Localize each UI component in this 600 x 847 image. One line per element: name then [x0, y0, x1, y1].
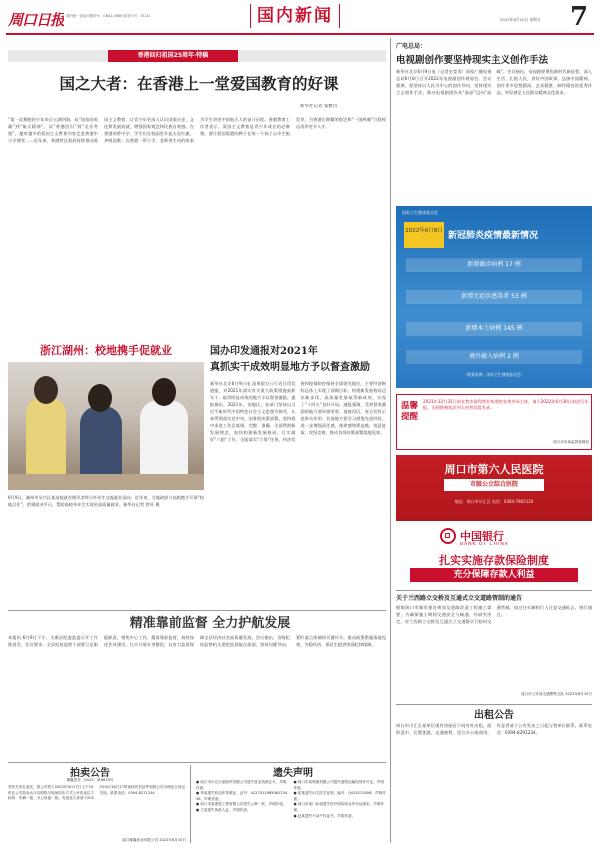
lead-article-body: “第一次赛跑的少年来自五湖四海，从“国家的英雄”到“航天精神”，从“香港回归”到“北京冬奥”，越来越多的爱国主义教育内容走进香港中小学课堂……近年来，香港特区政府持续推动爱国主义教育，让青少年更深入认识国家历史、文化和发展成就，增强国家观念和民族自豪感。在香港培侨中学，学生们在校园里升起五星红旗，齐唱国歌；在香港一所小学，老师用生动的故事为学生讲述中国航天人的奋斗历程。香港教育工作者表示，爱国主义教育是青少年成长的必修课，要让爱国爱港的种子在每一个孩子心中生根发芽，为香港长期繁荣稳定和“一国两制”行稳致远培养更多人才。	[8, 117, 386, 143]
lost-item: ● 周口市某建筑工程有限公司遗失公章一枚，声明作废。	[196, 802, 287, 807]
covid-stat-row: 新增无症状感染者 53 例	[406, 290, 582, 304]
photo-person-right-head	[152, 378, 176, 406]
auction-title: 拍卖公告	[70, 768, 110, 779]
lost-item: ● 李某遗失机动车驾驶证，证号：412701198506123456，声明作废。	[196, 791, 288, 801]
lost-items	[196, 780, 386, 844]
logo: 周口日报	[8, 11, 65, 29]
photo-block	[8, 340, 204, 604]
traffic-body: 根据周口市城市建设规划及道路改造工程施工需要，为确保施工期间交通安全与畅通，经研究决定，对兰西路立交桥及互通式立交道路实行临时交通管制。请过往车辆和行人注意交通标志，绕行通过。	[396, 605, 592, 624]
traffic-title: 关于兰西路立交桥及互通式立交道路管制的通告	[396, 595, 523, 602]
bank-ad	[396, 526, 592, 586]
reminder-text: 2021年12月31日前在我市取得营业执照的各类市场主体，请于2022年6月30日前进行年报，否则将被依法列入经营异常名录。	[423, 399, 589, 411]
covid-title: 新冠肺炎疫情最新情况	[448, 231, 539, 241]
center-headline-line1: 国办印发通报对2021年	[210, 346, 318, 357]
section-title: 国内新闻	[250, 4, 340, 28]
sidebar-headline: 电视剧创作要坚持现实主义创作手法	[396, 55, 549, 66]
reminder-sign: 周口市市场监督管理局	[553, 440, 589, 444]
masthead	[0, 0, 600, 34]
masthead-info: 国内统一连续出版物号：CN41-0066 邮发代号：35-31	[66, 14, 151, 18]
traffic-sign: 周口市公安局交通警察支队 2022年6月10日	[520, 692, 592, 696]
covid-panel	[396, 206, 592, 388]
rent-body: 周口市川汇区某单位现有房屋若干间对外出租，面积适中，位置优越，交通便利，适合办公或商用。有意者请于公告发布之日起与我单位联系。联系电话：0394-8291234。	[396, 723, 592, 735]
photo-title: 浙江湖州：校地携手促就业	[40, 344, 172, 357]
covid-stat-row: 境外输入病例 2 例	[406, 350, 582, 364]
bank-name-en: BANK OF CHINA	[460, 542, 509, 547]
covid-stat-row: 新增本土病例 145 例	[406, 322, 582, 336]
covid-footnote: （数据来源：国家卫生健康委员会）	[463, 372, 525, 377]
news-photo	[8, 362, 204, 490]
auction-body: 受有关单位委托，我公司将于2022年6月17日上午10时在公司拍卖大厅以网络与现场同步方式公开拍卖以下标的：车辆一批、办公设备一批。有意竞买者请于2022年6月16日17时前持有效证件到我公司办理竞买登记手续。联系电话：0394-8271234	[8, 785, 186, 801]
reminder-label: 温馨提醒	[401, 401, 419, 422]
publication-date: 2022年6月10日 星期五	[500, 17, 541, 22]
bank-logo-inner	[445, 533, 450, 538]
bank-slogan-2: 充分保障存款人利益	[410, 568, 578, 582]
reminder-box	[396, 394, 592, 450]
photo-person-center-head	[88, 384, 112, 412]
center-article-body: 新华社北京6月9日电 国务院办公厅近日印发通报，对2021年落实有关重大政策措施真抓实干、取得明显成效的地方予以督查激励。通报指出，2021年，各地区、各部门坚持以习近平新时代中国特色社会主义思想为指导，认真贯彻落实党中央、国务院决策部署，坚持稳中求进工作总基调，完整、准确、全面贯彻新发展理念，加快构建新发展格局，扎实做好“六稳”工作、全面落实“六保”任务，经济发展和疫情防控保持全球领先地位，主要经济指标总体上实现了预期目标，构建新发展格局迈出新步伐，高质量发展取得新成效，实现了“十四五”良好开局。通报强调，受到督查激励的地方要珍惜荣誉、再接再厉，充分发挥示范带动作用；其他地方要学习借鉴先进经验，进一步增强责任感、使命感和紧迫感，锐意进取、攻坚克难，推动各项决策部署落地见效。	[210, 381, 386, 442]
lost-item: ● 周口市川汇区某商贸有限公司遗失营业执照正本，声明作废。	[196, 780, 287, 790]
page-number: 7	[570, 2, 589, 32]
notice-divider	[190, 765, 191, 843]
bank-name-cn: 中国银行	[460, 530, 504, 543]
column-divider	[390, 38, 391, 843]
supervision-headline: 精准靠前监督 全力护航发展	[129, 616, 291, 631]
supervision-body: 本报讯 6月9日下午，太康县纪委监委召开工作推进会，会议要求，全县纪检监察干部要立足职能职责，聚焦中心工作，精准靠前监督，持续深化作风建设，扎实开展专项整治，以有力监督保障全县经济社会高质量发展。会议指出，各级纪检监察机关要把监督挺在前面，坚持问题导向，紧盯重点领域和关键环节，推动政策措施落地见效，为稳经济、保民生提供坚强纪律保障。	[8, 635, 386, 647]
covid-date: 2022年6月8日	[405, 228, 443, 234]
supervision-rule	[8, 610, 386, 611]
covid-header: 国家卫生健康委员会	[402, 210, 438, 215]
photo-person-left-head	[34, 376, 58, 404]
sidebar-section-label: 广电总局：	[396, 43, 427, 50]
lost-item: ● 张某遗失出生医学证明，编号：Q410123456，声明作废。	[293, 791, 386, 801]
lost-item: ● 周口市某门诊部遗失医疗机构执业许可证副本，声明作废。	[293, 802, 385, 812]
rent-title: 出租公告	[474, 710, 514, 721]
bank-logo-icon	[440, 528, 456, 544]
hospital-info: 地址：周口市川汇区 电话：0394-7865120	[454, 499, 534, 504]
special-feature-tag	[108, 50, 238, 62]
lost-item: ● 赵某遗失不动产权证书，声明作废。	[293, 813, 356, 818]
masthead-rule	[6, 33, 594, 35]
sidebar-article-body: 新华社北京6月9日电（记者史竞男）国家广播电视总局6月8日召开2022年电视剧创作规划会。会议强调，要坚持以人民为中心的创作导向，坚持现实主义创作手法，推动电视剧创作从“高原”迈向“高峰”。会议指出，电视剧要聚焦新时代新征程，深入生活、扎根人民，讲好中国故事，弘扬中国精神，创作更多思想精深、艺术精湛、制作精良的优秀作品，更好满足人民群众精神文化需求。	[396, 69, 592, 95]
rent-rule	[396, 704, 592, 705]
traffic-rule	[396, 590, 592, 591]
center-headline-line2: 真抓实干成效明显地方予以督查激励	[210, 362, 370, 373]
photo-caption: 6月9日，湖州市吴兴区某高校就业指导老师与毕业生交流就业意向。近年来，当地政府与高校携手开展“校地合作”，搭建就业平台，帮助高校毕业生实现更高质量就业。新华社记者 徐昱 摄	[8, 495, 204, 507]
lost-title: 遗失声明	[273, 768, 313, 779]
lead-byline: 新华社记者 张雅诗	[300, 104, 338, 109]
bank-slogan-1: 扎实实施存款保险制度	[439, 554, 549, 567]
notice-rule	[8, 762, 386, 763]
hospital-ad	[396, 455, 592, 521]
hospital-subtitle: 市级公立综合医院	[444, 479, 544, 491]
special-feature-bar	[8, 50, 386, 62]
covid-stat-row: 新增确诊病例 17 例	[406, 258, 582, 272]
special-feature-label: 香港回归祖国25周年·特稿	[137, 52, 209, 59]
covid-date-box	[404, 222, 444, 248]
lost-item: ● 王某遗失残疾人证，声明作废。	[196, 807, 251, 812]
lead-headline: 国之大者：在香港上一堂爱国教育的好课	[59, 74, 339, 93]
auction-subtitle: 豫鑫拍告〔2022〕第0615号	[66, 778, 114, 782]
photo-desk	[8, 474, 204, 490]
auction-sign: 周口豫鑫拍卖有限公司 2022年6月10日	[122, 838, 186, 842]
lost-item: ● 周口市某物流有限公司遗失道路运输经营许可证，声明作废。	[293, 780, 385, 790]
hospital-title: 周口市第六人民医院	[444, 463, 544, 476]
